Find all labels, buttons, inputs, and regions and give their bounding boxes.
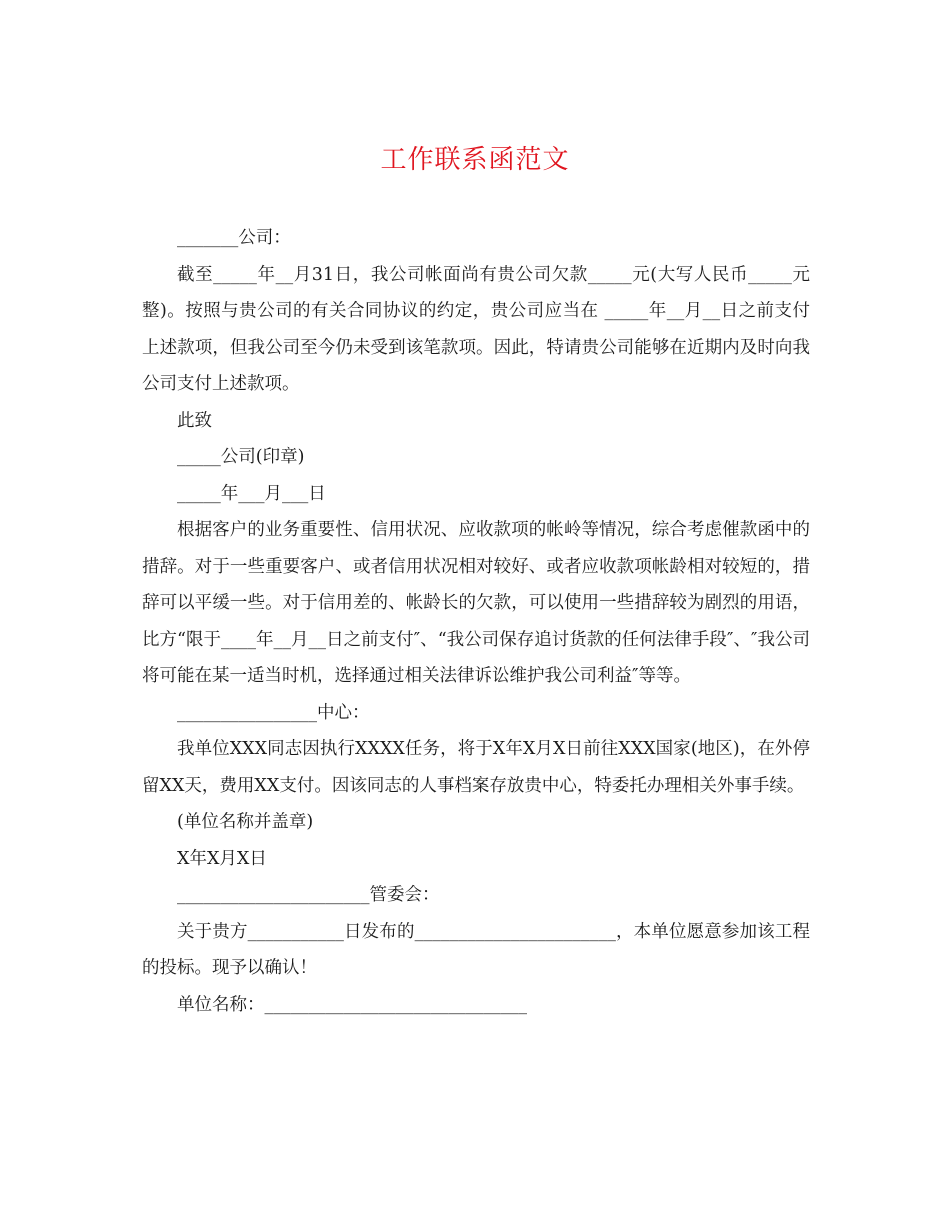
salutation-committee: ______________________管委会： (177, 885, 440, 905)
salutation-company: _______公司： (177, 228, 291, 248)
closing-regards: 此致 (177, 410, 212, 431)
document-body (142, 220, 810, 1023)
salutation-center: ________________中心： (177, 702, 370, 723)
paragraph-foreign-affairs: 我单位XXX同志因执行XXXX任务，将于X年X月X日前往XXX国家(地区)，在外停留XX天，费用XX支付。因该同志的人事档案存放贵中心，特委托办理相关外事手续。 (142, 739, 810, 796)
paragraph-bid-confirmation: 关于贵方___________日发布的_______________________，本单位愿意参加该工程的投标。现予以确认！ (142, 921, 810, 978)
unit-date: X年X月X日 (177, 848, 267, 869)
signature-company-seal: _____公司(印章) (177, 447, 305, 467)
signature-date: _____年___月___日 (177, 483, 326, 504)
unit-name-field: 单位名称：______________________________ (177, 994, 527, 1015)
paragraph-wording-advice: 根据客户的业务重要性、信用状况、应收款项的帐岭等情况，综合考虑催款函中的措辞。对于一些重要客户、或者信用状况相对较好、或者应收款项帐龄相对较短的，措辞可以平缓一些。对于信用差的、帐龄长的欠款，可以使用一些措辞较为剧烈的用语，比方“限于____年__月__日之前支付″、“我公司保存追讨货款的任何法律手段″、″我公司将可能在某一适当时机，选择通过相关法律诉讼维护我公司利益″等等。 (142, 520, 810, 686)
unit-name-seal: (单位名称并盖章) (177, 812, 314, 832)
document-title: 工作联系函范文 (380, 145, 570, 175)
paragraph-payment-request: 截至_____年__月31日，我公司帐面尚有贵公司欠款_____元(大写人民币_____元整)。按照与贵公司的有关合同协议的约定，贵公司应当在 _____年__月__日之前支付上述款项，但我公司至今仍未受到该笔款项。因此，特请贵公司能够在近期内及时向我公司支付上述款项。 (142, 264, 810, 394)
